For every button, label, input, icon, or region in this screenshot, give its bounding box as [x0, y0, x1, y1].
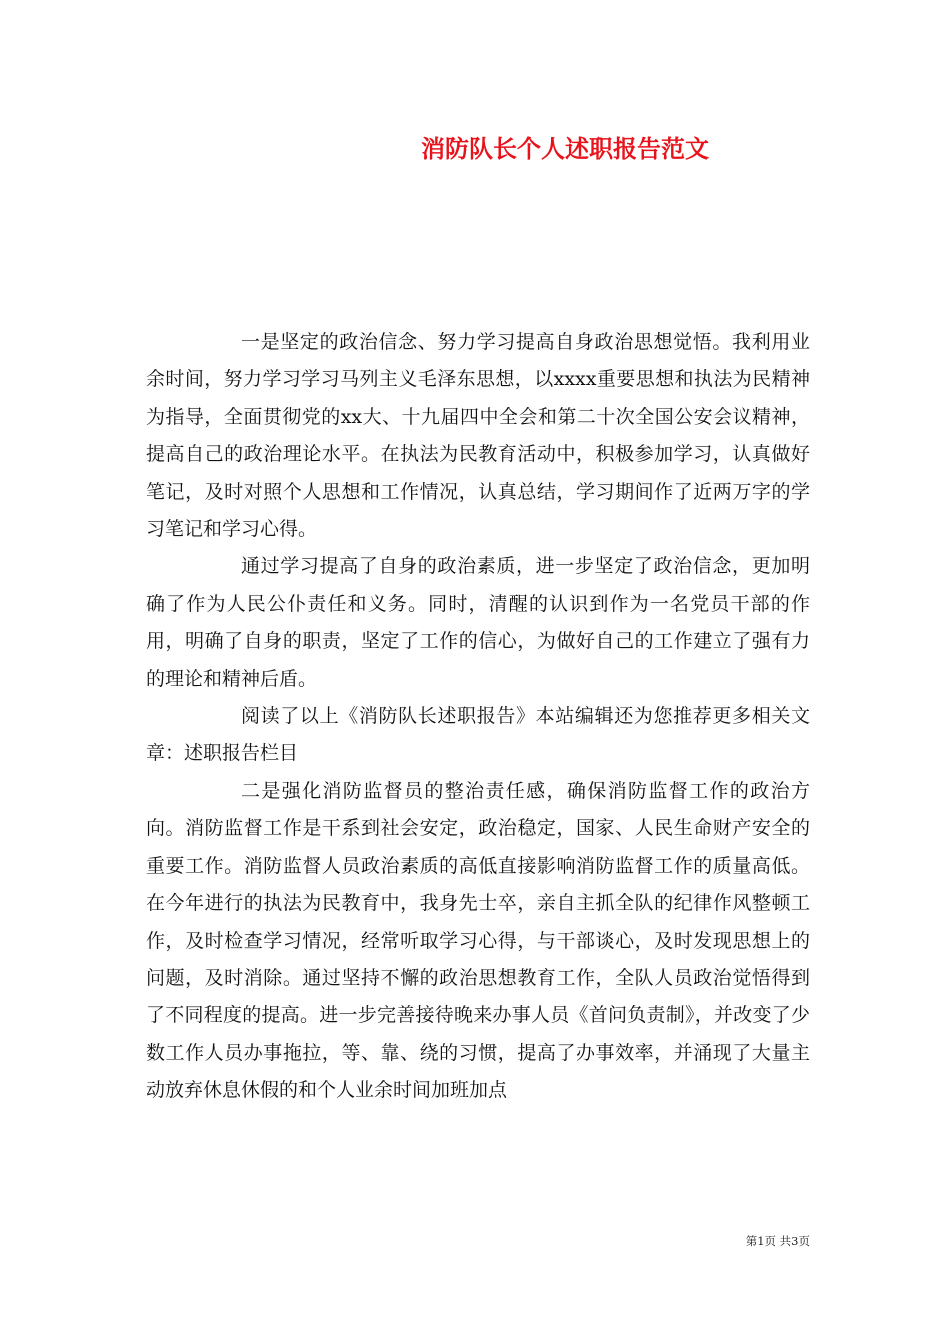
paragraph-study-result: 通过学习提高了自身的政治素质，进一步坚定了政治信念，更加明确了作为人民公仆责任和义务。同时，清醒的认识到作为一名党员干部的作用，明确了自身的职责，坚定了工作的信心，为做好自己的工作建立了强有力的理论和精神后盾。: [146, 555, 810, 690]
document-title: 消防队长个人述职报告范文: [421, 134, 709, 163]
document-body: [146, 324, 810, 1110]
paragraph-political-belief: 一是坚定的政治信念、努力学习提高自身政治思想觉悟。我利用业余时间，努力学习学习马列主义毛泽东思想，以xxxx重要思想和执法为民精神为指导，全面贯彻党的xx大、十九届四中全会和第二十次全国公安会议精神，提高自己的政治理论水平。在执法为民教育活动中，积极参加学习，认真做好笔记，及时对照个人思想和工作情况，认真总结，学习期间作了近两万字的学习笔记和学习心得。: [146, 331, 810, 541]
paragraph-fire-supervision: 二是强化消防监督员的整治责任感，确保消防监督工作的政治方向。消防监督工作是干系到社会安定，政治稳定，国家、人民生命财产安全的重要工作。消防监督人员政治素质的高低直接影响消防监督工作的质量高低。在今年进行的执法为民教育中，我身先士卒，亲自主抓全队的纪律作风整顿工作，及时检查学习情况，经常听取学习心得，与干部谈心，及时发现思想上的问题，及时消除。通过坚持不懈的政治思想教育工作，全队人员政治觉悟得到了不同程度的提高。进一步完善接待晚来办事人员《首问负责制》，并改变了少数工作人员办事拖拉，等、靠、绕的习惯，提高了办事效率，并涌现了大量主动放弃休息休假的和个人业余时间加班加点: [146, 779, 810, 1102]
page-number: 第1页 共3页: [745, 1234, 810, 1248]
paragraph-recommendation: 阅读了以上《消防队长述职报告》本站编辑还为您推荐更多相关文章：述职报告栏目: [146, 705, 810, 765]
